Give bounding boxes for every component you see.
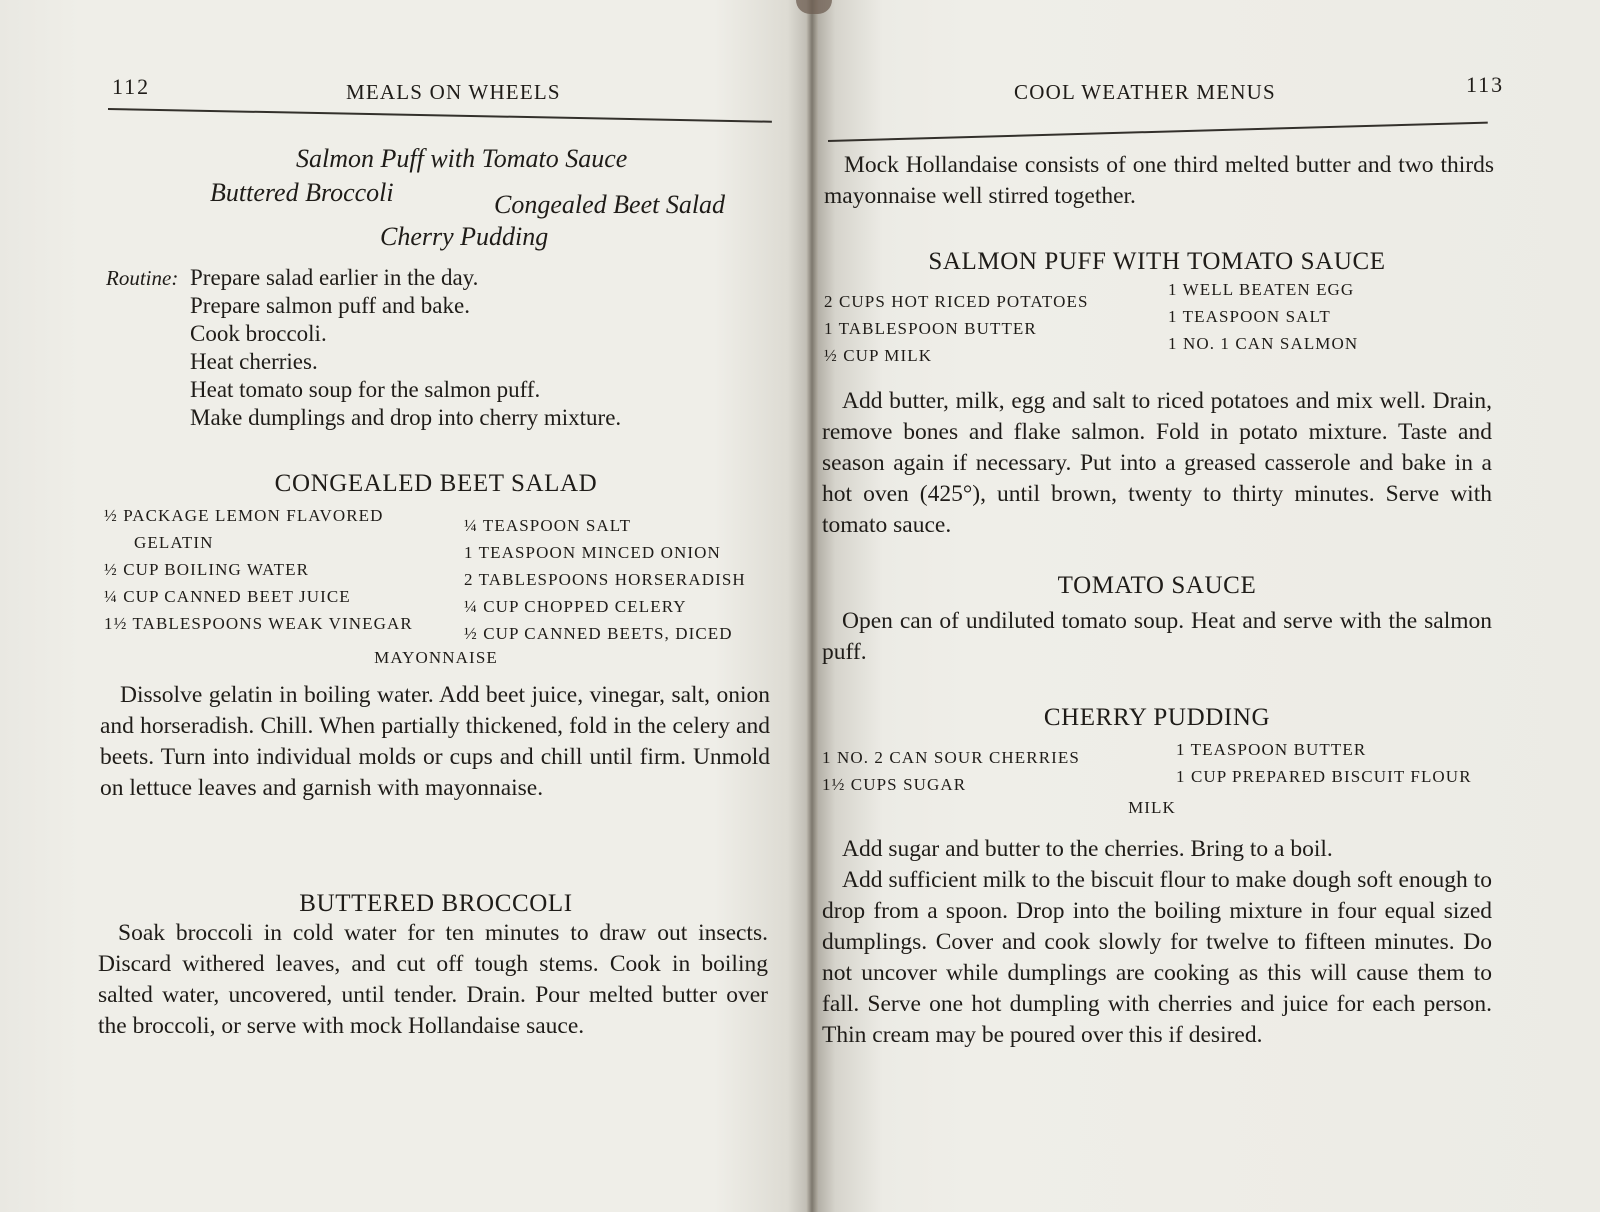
ingredient: 1 NO. 2 CAN SOUR CHERRIES [822,748,1080,767]
ingredient: ¼ CUP CANNED BEET JUICE [104,587,351,606]
ingredient: 1 TABLESPOON BUTTER [824,319,1037,338]
page-number: 112 [112,74,151,99]
menu-line-cherry: Cherry Pudding [380,222,549,251]
routine-steps [190,264,750,432]
routine-step: Cook broccoli. [190,321,327,346]
cherry-ingredients-left [822,744,1080,798]
menu-line-beet-salad: Congealed Beet Salad [494,190,726,219]
instruction-paragraph: Dissolve gelatin in boiling water. Add beet juice, vinegar, salt, onion and horseradish. Chill. When partially thickened, fold in the celery and beets. Turn into individual molds or cups and chill until firm. Unmold on lettuce leaves and garnish with mayonnaise. [100,682,770,801]
beet-salad-title: CONGEALED BEET SALAD [274,470,598,497]
hollandaise-note [824,150,1494,212]
instruction-paragraph: Mock Hollandaise consists of one third melted butter and two thirds mayonnaise well stirred together. [824,152,1494,209]
ingredient: 1 TEASPOON MINCED ONION [464,543,721,562]
ingredient: ¼ TEASPOON SALT [464,516,632,535]
ingredient: 1 WELL BEATEN EGG [1168,280,1355,299]
ingredient: 1 TEASPOON SALT [1168,307,1331,326]
ingredient: 1 TEASPOON BUTTER [1176,740,1367,759]
ingredient: ½ CUP CANNED BEETS, DICED [464,624,733,643]
salmon-ingredients-right [1168,276,1358,357]
instruction-paragraph: Add sugar and butter to the cherries. Bring to a boil. [842,836,1333,862]
ingredient: 1 CUP PREPARED BISCUIT FLOUR [1176,767,1472,786]
ingredient: 2 CUPS HOT RICED POTATOES [824,292,1089,311]
beet-salad-instructions [100,680,770,804]
salmon-ingredients-left [824,288,1089,369]
cherry-ingredients-right [1176,736,1472,790]
ingredient: 1½ CUPS SUGAR [822,775,967,794]
ingredient: ½ CUP BOILING WATER [104,560,310,579]
menu-line-salmon: Salmon Puff with Tomato Sauce [296,144,628,173]
running-head: COOL WEATHER MENUS [1014,80,1276,104]
book-gutter [806,0,818,1212]
cherry-ingredient-milk: MILK [1128,798,1176,817]
beet-ingredient-mayonnaise: MAYONNAISE [374,648,498,667]
tomato-sauce-instructions [822,606,1492,668]
routine-step: Heat tomato soup for the salmon puff. [190,377,541,402]
routine-label: Routine: [106,266,179,290]
tomato-sauce-title: TOMATO SAUCE [1057,572,1257,599]
ingredient: GELATIN [134,533,214,552]
ingredient: ¼ CUP CHOPPED CELERY [464,597,687,616]
header-rule [108,108,772,123]
beet-ingredients-right [464,512,746,647]
ingredient: ½ PACKAGE LEMON FLAVORED [104,506,384,525]
ingredient: 2 TABLESPOONS HORSERADISH [464,570,746,589]
right-page [812,0,1600,1212]
instruction-paragraph: Soak broccoli in cold water for ten minutes to draw out insects. Discard withered leaves, and cut off tough stems. Cook in boiling salted water, uncovered, until tender. Drain. Pour melted butter over the broccoli, or serve with mock Hollandaise sauce. [98,920,768,1039]
header-rule [828,122,1488,142]
routine-step: Prepare salad earlier in the day. [190,265,479,290]
instruction-paragraph: Add sufficient milk to the biscuit flour to make dough soft enough to drop from a spoon. Drop into the boiling mixture in four equal sized dumplings. Cover and cook slowly for twelve to fifteen minutes. Do not uncover while dumplings are cooking as this will cause them to fall. Serve one hot dumpling with cherries and juice for each person. Thin cream may be poured over this if desired. [822,867,1492,1048]
broccoli-title: BUTTERED BROCCOLI [299,890,573,917]
running-head: MEALS ON WHEELS [346,80,561,104]
beet-ingredients-left [104,502,413,637]
cherry-pudding-title: CHERRY PUDDING [1043,704,1271,731]
instruction-paragraph: Add butter, milk, egg and salt to riced potatoes and mix well. Drain, remove bones and flake salmon. Fold in potato mixture. Taste and season again if necessary. Put into a greased casserole and bake in a hot oven (425°), until brown, twenty to thirty minutes. Serve with tomato sauce. [822,388,1492,538]
page-number: 113 [1466,72,1505,97]
menu-line-broccoli: Buttered Broccoli [210,178,394,207]
routine-step: Make dumplings and drop into cherry mixture. [190,405,622,430]
salmon-puff-instructions [822,386,1492,541]
routine-step: Prepare salmon puff and bake. [190,293,470,318]
salmon-puff-title: SALMON PUFF WITH TOMATO SAUCE [928,248,1386,275]
routine-step: Heat cherries. [190,349,318,374]
broccoli-instructions [98,918,768,1042]
ingredient: 1½ TABLESPOONS WEAK VINEGAR [104,614,413,633]
ingredient: ½ CUP MILK [824,346,933,365]
instruction-paragraph: Open can of undiluted tomato soup. Heat and serve with the salmon puff. [822,608,1492,665]
cherry-pudding-instructions [822,834,1492,1051]
ingredient: 1 NO. 1 CAN SALMON [1168,334,1359,353]
